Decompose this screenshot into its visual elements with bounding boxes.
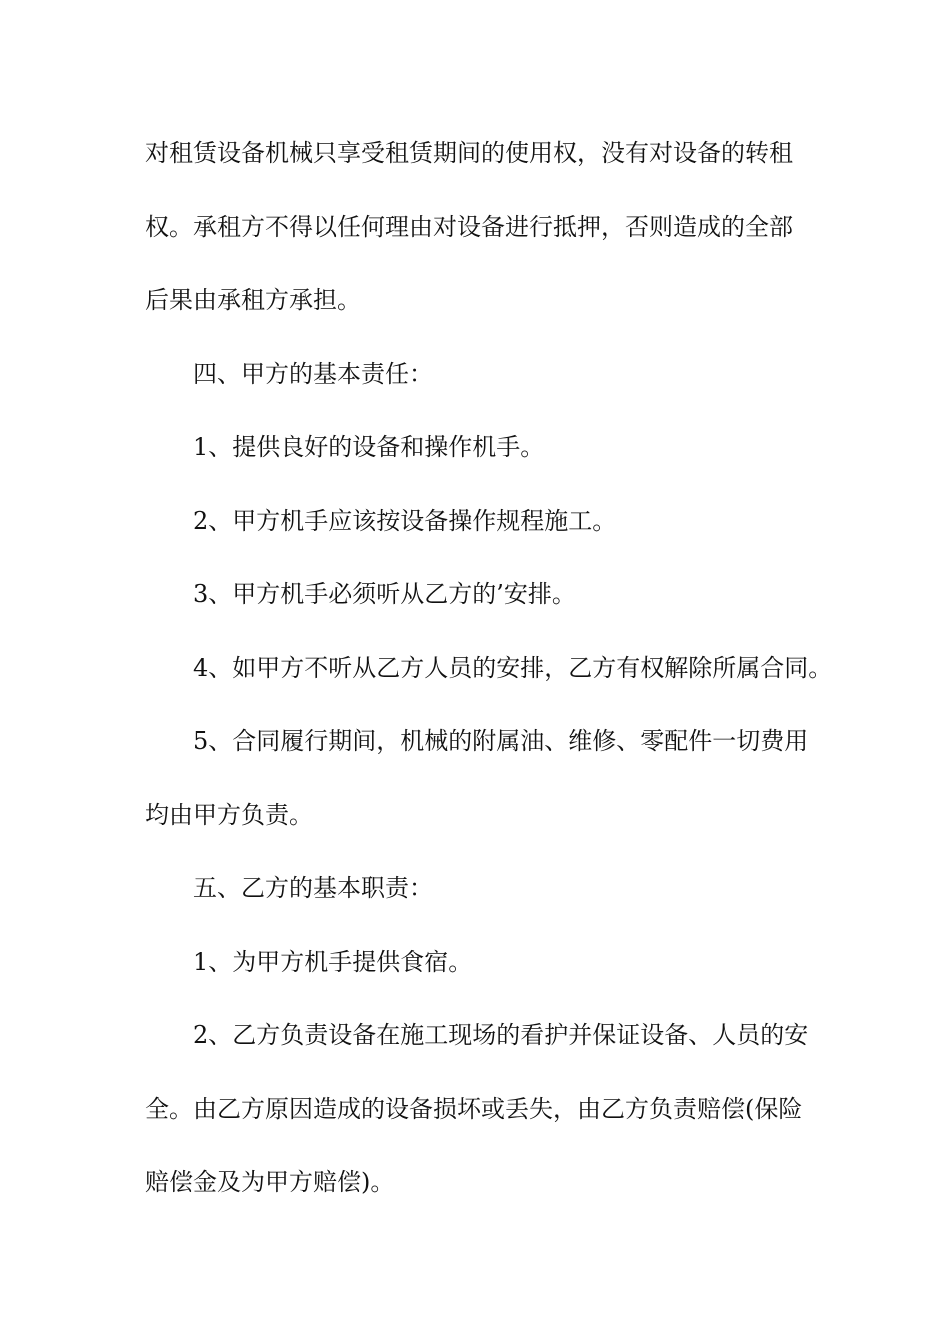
document-body xyxy=(145,133,833,1236)
list-item: 5、合同履行期间，机械的附属油、维修、零配件一切费用 xyxy=(193,727,809,755)
text-line: 权。承租方不得以任何理由对设备进行抵押，否则造成的全部 xyxy=(145,212,793,241)
text-line: 后果由承租方承担。 xyxy=(145,286,361,314)
text-line: 全。由乙方原因造成的设备损坏或丢失，由乙方负责赔偿(保险 xyxy=(145,1094,803,1123)
list-item: 1、提供良好的设备和操作机手。 xyxy=(193,433,545,461)
text-line: 对租赁设备机械只享受租赁期间的使用权，没有对设备的转租 xyxy=(145,139,793,167)
text-line: 均由甲方负责。 xyxy=(145,800,313,829)
text-line: 赔偿金及为甲方赔偿)。 xyxy=(145,1168,395,1196)
section-heading: 四、甲方的基本责任： xyxy=(193,359,433,388)
list-item: 2、乙方负责设备在施工现场的看护并保证设备、人员的安 xyxy=(193,1021,809,1049)
section-heading: 五、乙方的基本职责： xyxy=(193,874,433,902)
list-item: 1、为甲方机手提供食宿。 xyxy=(193,947,473,976)
list-item: 4、如甲方不听从乙方人员的安排，乙方有权解除所属合同。 xyxy=(193,653,833,682)
list-item: 2、甲方机手应该按设备操作规程施工。 xyxy=(193,506,617,535)
list-item: 3、甲方机手必须听从乙方的’安排。 xyxy=(193,580,576,608)
